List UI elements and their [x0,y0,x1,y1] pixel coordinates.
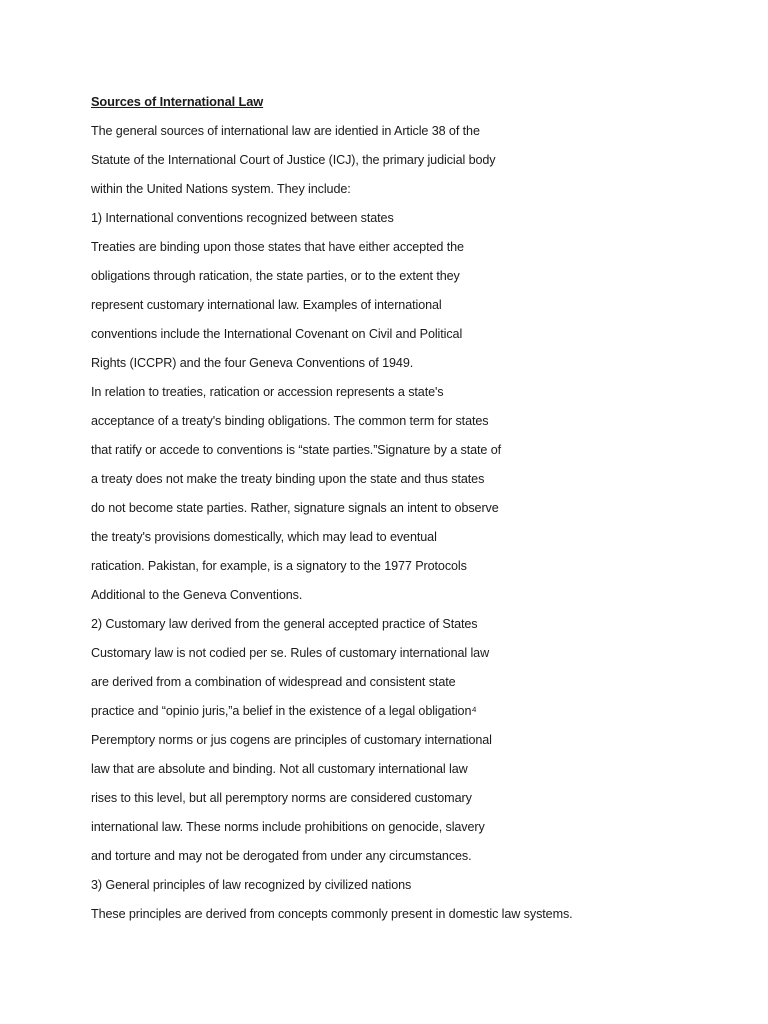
text-line: The general sources of international law are identied in Article 38 of the [91,124,480,138]
text-line: obligations through ratication, the state parties, or to the extent they [91,269,460,283]
text-line: Customary law is not codied per se. Rules of customary international law [91,646,490,660]
text-line: and torture and may not be derogated from under any circumstances. [91,849,472,863]
text-line: Statute of the International Court of Justice (ICJ), the primary judicial body [91,153,496,167]
text-line: These principles are derived from concepts commonly present in domestic law systems. [91,907,573,921]
text-line: rises to this level, but all peremptory norms are considered customary [91,791,472,805]
text-line: conventions include the International Covenant on Civil and Political [91,327,463,341]
text-line: Treaties are binding upon those states that have either accepted the [91,240,464,254]
text-line: acceptance of a treaty's binding obligations. The common term for states [91,414,489,428]
text-line: are derived from a combination of widespread and consistent state [91,675,456,689]
section-heading: 2) Customary law derived from the general accepted practice of States [91,617,478,631]
document-body [91,92,711,933]
text-line: law that are absolute and binding. Not all customary international law [91,762,468,776]
section-heading: 3) General principles of law recognized by civilized nations [91,878,412,892]
text-line: represent customary international law. Examples of international [91,298,442,312]
text-line: the treaty's provisions domestically, which may lead to eventual [91,530,437,544]
text-line: Peremptory norms or jus cogens are principles of customary international [91,733,492,747]
text-line: practice and “opinio juris,”a belief in the existence of a legal obligation⁴ [91,704,477,718]
text-line: ratication. Pakistan, for example, is a signatory to the 1977 Protocols [91,559,467,573]
text-line: a treaty does not make the treaty binding upon the state and thus states [91,472,485,486]
text-line: In relation to treaties, ratication or accession represents a state's [91,385,444,399]
document-title: Sources of International Law [91,94,264,109]
text-line: international law. These norms include prohibitions on genocide, slavery [91,820,485,834]
text-line: Rights (ICCPR) and the four Geneva Conventions of 1949. [91,356,414,370]
text-line: Additional to the Geneva Conventions. [91,588,303,602]
text-line: do not become state parties. Rather, signature signals an intent to observe [91,501,499,515]
section-heading: 1) International conventions recognized between states [91,211,394,225]
text-line: that ratify or accede to conventions is “state parties.”Signature by a state of [91,443,502,457]
text-line: within the United Nations system. They include: [91,182,351,196]
